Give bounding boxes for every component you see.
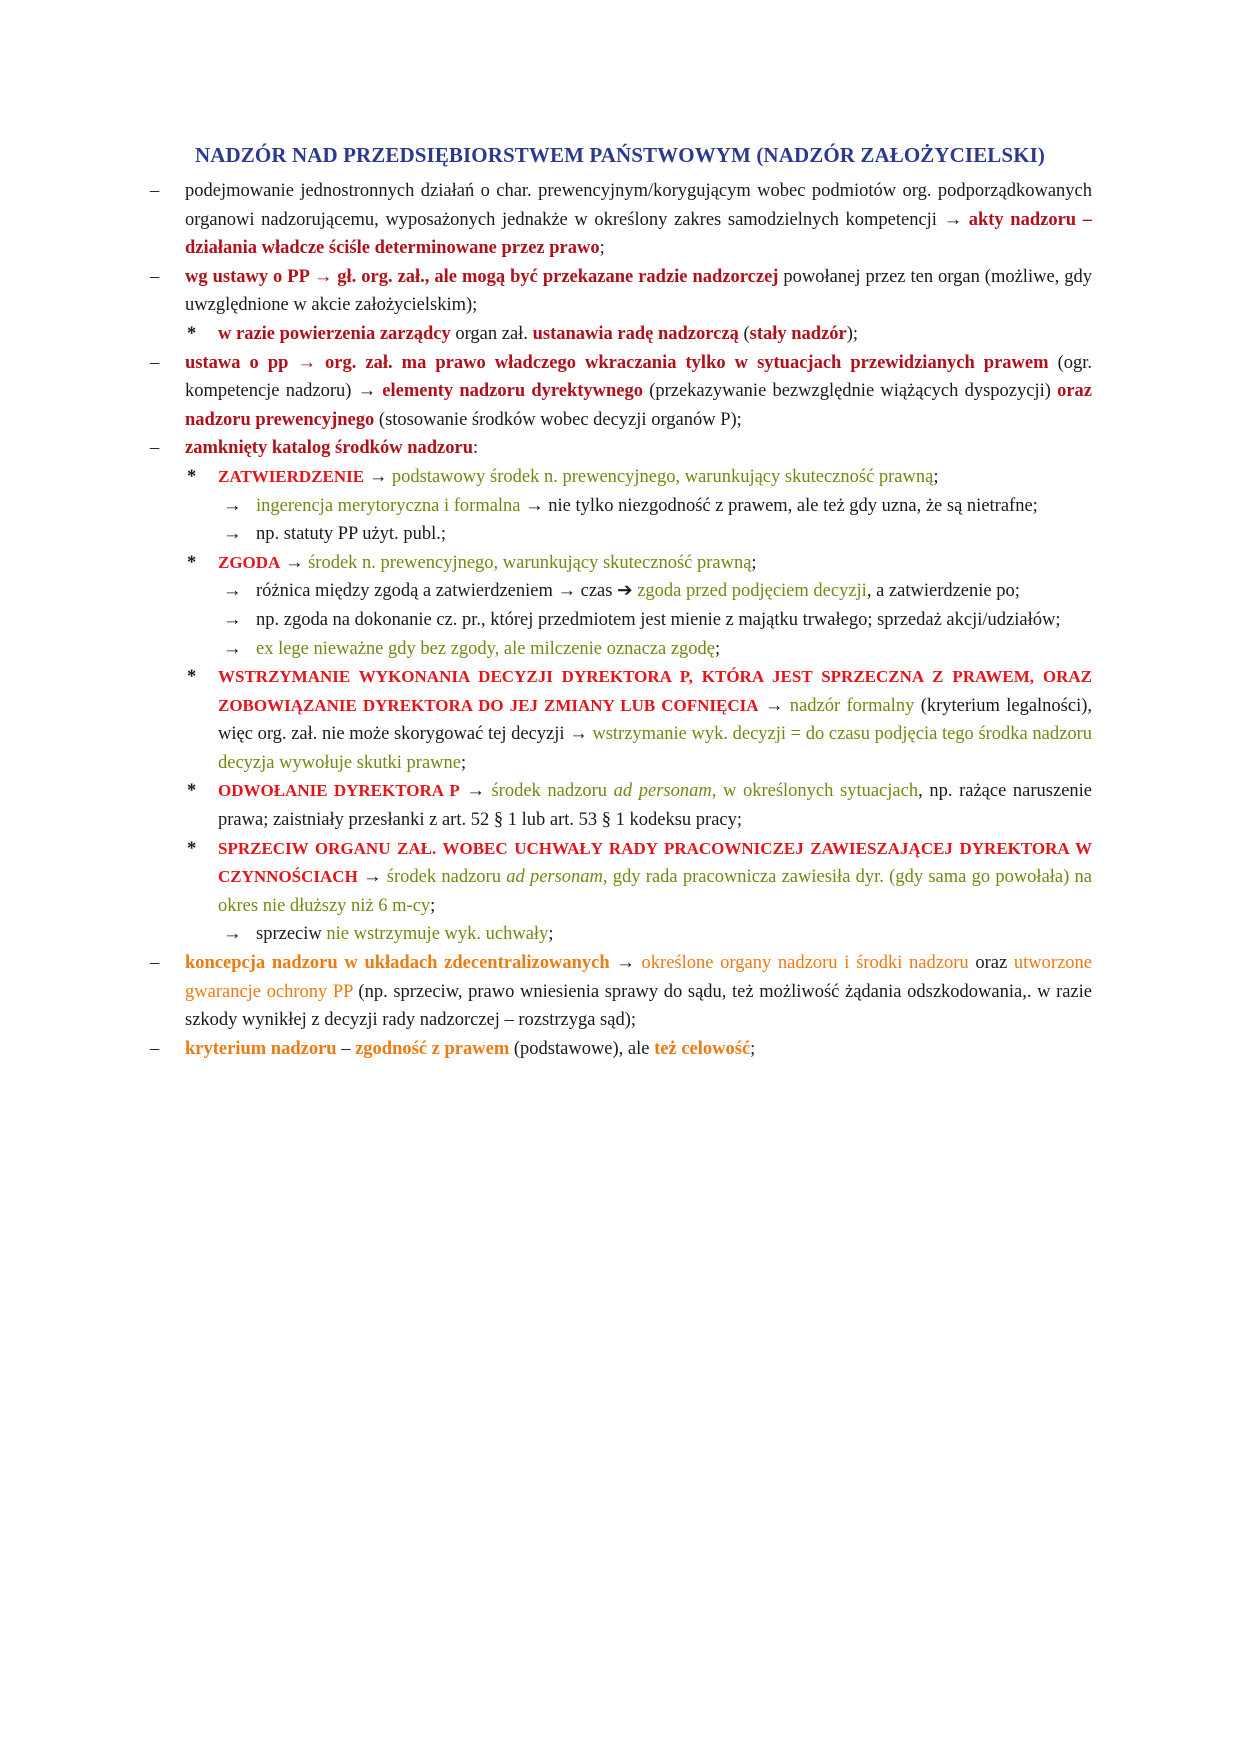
bold-arrow-icon: ➔ bbox=[617, 581, 633, 602]
orange-bold-text: zgodność z prawem bbox=[355, 1038, 510, 1059]
text: np. statuty PP użyt. publ.; bbox=[256, 524, 446, 545]
highlight-text: zamknięty katalog środków nadzoru bbox=[185, 438, 473, 459]
arrow-item bbox=[218, 920, 1092, 949]
sub-item-zatwierdzenie bbox=[185, 463, 1092, 549]
text: powołanej przez ten organ (możliwe, gdy uwzględnione w akcie założycielskim); bbox=[185, 266, 1092, 316]
list-item-4 bbox=[150, 434, 1092, 949]
sub-item bbox=[185, 320, 1092, 349]
star-marker: * bbox=[187, 552, 197, 573]
text: organ zał. bbox=[450, 323, 533, 344]
page-title: NADZÓR NAD PRZEDSIĘBIORSTWEM PAŃSTWOWYM (NADZÓR ZAŁOŻYCIELSKI) bbox=[195, 143, 1045, 167]
arrow-marker: → bbox=[223, 609, 242, 630]
olive-text: ex lege nieważne gdy bez zgody, ale milczenie oznacza zgodę bbox=[256, 638, 715, 659]
highlight-text: stały nadzór bbox=[749, 323, 847, 344]
highlight-text: wg ustawy o PP → gł. org. zał., ale mogą być przekazane radzie nadzorczej bbox=[185, 266, 779, 287]
text: ); bbox=[846, 323, 859, 344]
text: sprzeciw bbox=[256, 924, 327, 945]
star-marker: * bbox=[187, 838, 197, 859]
list-item-6 bbox=[150, 1035, 1092, 1064]
orange-bold-text: kryterium nadzoru bbox=[185, 1038, 337, 1059]
highlight-text: akty nadzoru – działania władcze ściśle determinowane przez prawo bbox=[185, 209, 1092, 259]
list-item-5 bbox=[150, 949, 1092, 1035]
text: ; bbox=[599, 238, 605, 259]
arrow-marker: → bbox=[223, 924, 242, 945]
text: różnica między zgodą a zatwierdzeniem → czas bbox=[256, 581, 618, 602]
arrow-list bbox=[218, 492, 1092, 549]
star-marker: * bbox=[187, 667, 197, 688]
arrow-item bbox=[218, 606, 1092, 635]
sub-item-wstrzymanie bbox=[185, 663, 1092, 777]
text: – bbox=[336, 1038, 356, 1059]
caps-heading: SPRZECIW ORGANU ZAŁ. WOBEC UCHWAŁY RADY PRACOWNICZEJ ZAWIESZAJĄCEJ DYREKTORA W CZYNNOŚCIACH bbox=[218, 838, 1092, 887]
olive-text: nadzór formalny bbox=[789, 695, 915, 716]
olive-text: środek nadzoru bbox=[386, 867, 507, 888]
olive-text: środek nadzoru bbox=[491, 781, 614, 802]
text: → bbox=[609, 953, 642, 974]
dash-marker: – bbox=[150, 1038, 160, 1059]
list-item-2 bbox=[150, 263, 1092, 349]
orange-text: określone organy nadzoru i środki nadzoru bbox=[641, 953, 969, 974]
orange-bold-text: też celowość bbox=[654, 1038, 751, 1059]
text: (stosowanie środków wobec decyzji organów P); bbox=[374, 409, 742, 430]
text: ; bbox=[430, 895, 436, 916]
olive-italic-text: ad personam bbox=[613, 781, 712, 802]
arrow-item bbox=[218, 492, 1092, 521]
olive-text: podstawowy środek n. prewencyjnego, warunkujący skuteczność prawną bbox=[391, 466, 934, 487]
dash-marker: – bbox=[150, 352, 160, 373]
olive-text: , gdy rada pracownicza zawiesiła dyr. (gdy sama go powołała) na okres nie dłuższy niż 6 m-cy bbox=[218, 867, 1093, 916]
dash-marker: – bbox=[150, 266, 160, 287]
sub-list bbox=[185, 463, 1092, 949]
text: : bbox=[472, 438, 479, 459]
text: ; bbox=[548, 924, 554, 945]
arrow-marker: → bbox=[223, 524, 242, 545]
olive-text: , w określonych sytuacjach bbox=[711, 781, 919, 802]
caps-heading: WSTRZYMANIE WYKONANIA DECYZJI DYREKTORA P, KTÓRA JEST SPRZECZNA Z PRAWEM, ORAZ ZOBOWIĄZANIE DYREKTORA DO JEJ ZMIANY LUB COFNIĘCIA bbox=[218, 667, 1092, 715]
text: podejmowanie jednostronnych działań o char. prewencyjnym/korygującym wobec podmiotów org. podporządkowanych organowi nadzorującemu, wyposażonych jednakże w określony zakres samodzielnych kompetencji → bbox=[185, 181, 1092, 230]
text: ; bbox=[715, 638, 721, 659]
sub-item-odwolanie bbox=[185, 777, 1092, 834]
highlight-text: w razie powierzenia zarządcy bbox=[218, 323, 451, 344]
olive-text: zgoda przed podjęciem decyzji bbox=[637, 581, 867, 602]
arrow-marker: → bbox=[223, 581, 242, 602]
text: ; bbox=[933, 466, 939, 487]
text: ( bbox=[738, 323, 750, 344]
arrow-item bbox=[218, 577, 1092, 606]
olive-text: środek n. prewencyjnego, warunkujący skuteczność prawną bbox=[308, 552, 752, 573]
arrow-list bbox=[218, 920, 1092, 949]
text: (np. sprzeciw, prawo wniesienia sprawy do sądu, też możliwość żądania odszkodowania,. w razie szkody wynikłej z decyzji rady nadzorczej – rozstrzyga sąd); bbox=[185, 981, 1092, 1031]
caps-heading: ZATWIERDZENIE bbox=[218, 466, 365, 486]
olive-italic-text: ad personam bbox=[506, 867, 603, 888]
star-marker: * bbox=[187, 323, 197, 344]
main-list bbox=[150, 177, 1092, 1063]
list-item-1 bbox=[150, 177, 1092, 263]
olive-text: wstrzymanie wyk. decyzji = do czasu podjęcia tego środka nadzoru decyzja wywołuje skutki prawne bbox=[218, 724, 1092, 773]
orange-bold-text: koncepcja nadzoru w układach zdecentralizowanych bbox=[185, 953, 610, 974]
highlight-text: ustanawia radę nadzorczą bbox=[532, 323, 739, 344]
olive-text: nie wstrzymuje wyk. uchwały bbox=[326, 924, 549, 945]
text: → bbox=[280, 552, 309, 573]
star-marker: * bbox=[187, 781, 197, 802]
caps-heading: ODWOŁANIE DYREKTORA P bbox=[218, 781, 460, 801]
text: , np. rażące naruszenie prawa; zaistniały przesłanki z art. 52 § 1 lub art. 53 § 1 kodeksu pracy; bbox=[218, 781, 1093, 831]
arrow-item bbox=[218, 635, 1092, 664]
olive-text: ingerencja merytoryczna i formalna bbox=[256, 495, 521, 516]
text: (ogr. kompetencje nadzoru) → bbox=[185, 352, 1092, 402]
list-item-3 bbox=[150, 349, 1092, 435]
caps-heading: ZGODA bbox=[218, 552, 281, 572]
text: ; bbox=[751, 552, 757, 573]
text: → bbox=[364, 466, 392, 487]
arrow-list bbox=[218, 577, 1092, 663]
text: ; bbox=[750, 1038, 756, 1059]
text: → bbox=[758, 695, 790, 716]
text: , a zatwierdzenie po; bbox=[866, 581, 1020, 602]
text: (przekazywanie bezwzględnie wiążących dyspozycji) bbox=[643, 381, 1058, 402]
arrow-marker: → bbox=[223, 495, 242, 516]
text: (podstawowe), ale bbox=[509, 1038, 655, 1059]
arrow-marker: → bbox=[223, 638, 242, 659]
text: (kryterium legalności), więc org. zał. nie może skorygować tej decyzji → bbox=[218, 695, 1093, 745]
dash-marker: – bbox=[150, 181, 160, 201]
dash-marker: – bbox=[150, 438, 160, 459]
sub-item-zgoda bbox=[185, 549, 1092, 663]
text: np. zgoda na dokonanie cz. pr., której przedmiotem jest mienie z majątku trwałego; sprzedaż akcji/udziałów; bbox=[256, 609, 1061, 630]
text: → bbox=[357, 867, 387, 888]
dash-marker: – bbox=[150, 953, 160, 974]
star-marker: * bbox=[187, 466, 197, 487]
sub-list bbox=[185, 320, 1092, 349]
highlight-text: elementy nadzoru dyrektywnego bbox=[382, 381, 644, 402]
text: → nie tylko niezgodność z prawem, ale też gdy uzna, że są nietrafne; bbox=[520, 495, 1038, 516]
highlight-text: ustawa o pp → org. zał. ma prawo władczego wkraczania tylko w sytuacjach przewidzianych prawem bbox=[185, 352, 1049, 373]
arrow-item bbox=[218, 520, 1092, 549]
text: ; bbox=[461, 752, 467, 773]
highlight-text: oraz nadzoru prewencyjnego bbox=[185, 381, 1092, 430]
sub-item-sprzeciw bbox=[185, 835, 1092, 949]
orange-text: utworzone gwarancje ochrony PP bbox=[185, 953, 1092, 1002]
text: → bbox=[459, 781, 492, 802]
text: oraz bbox=[968, 953, 1014, 974]
